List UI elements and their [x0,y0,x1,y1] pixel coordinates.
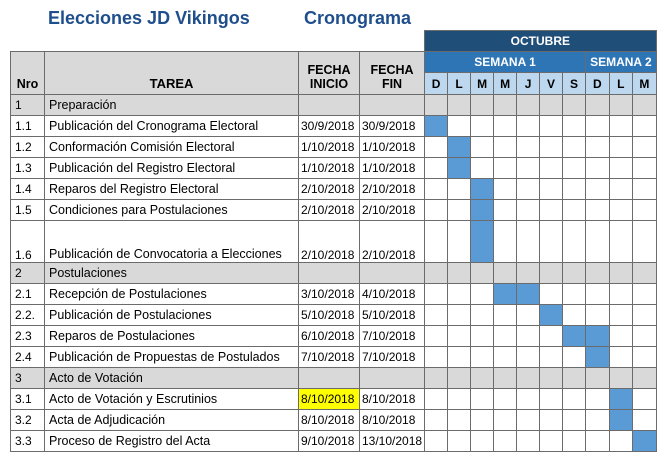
gantt-cell [540,326,563,347]
gantt-cell [563,200,586,221]
row-number: 1.2 [11,137,45,158]
gantt-cell [586,137,610,158]
row-number: 1.5 [11,200,45,221]
gantt-cell [448,410,471,431]
gantt-cell [563,137,586,158]
gantt-cell [517,200,540,221]
table-row [11,368,657,389]
row-number: 1 [11,95,45,116]
gantt-cell [563,158,586,179]
start-date: 5/10/2018 [299,305,360,326]
gantt-bar [609,389,633,410]
end-date: 30/9/2018 [360,116,425,137]
start-date: 3/10/2018 [299,284,360,305]
gantt-cell [448,95,471,116]
row-number: 2.1 [11,284,45,305]
task-name: Publicación del Cronograma Electoral [45,116,299,137]
row-number: 3 [11,368,45,389]
gantt-bar [448,158,471,179]
gantt-cell [425,326,448,347]
gantt-cell [586,410,610,431]
gantt-cell [586,200,610,221]
row-number: 2 [11,263,45,284]
gantt-cell [563,179,586,200]
gantt-cell [540,158,563,179]
gantt-cell [471,263,494,284]
table-row [11,431,657,452]
gantt-cell [494,116,517,137]
task-name: Recepción de Postulaciones [45,284,299,305]
row-number: 2.3 [11,326,45,347]
gantt-cell [609,137,633,158]
gantt-cell [425,263,448,284]
gantt-cell [540,347,563,368]
gantt-cell [471,389,494,410]
row-number: 3.3 [11,431,45,452]
gantt-cell [609,221,633,263]
gantt-bar [471,221,494,263]
gantt-cell [633,95,657,116]
task-name: Proceso de Registro del Acta [45,431,299,452]
end-date: 1/10/2018 [360,158,425,179]
gantt-cell [586,95,610,116]
gantt-cell [494,137,517,158]
task-name: Preparación [45,95,299,116]
gantt-cell [563,284,586,305]
week-2-header: SEMANA 2 [586,52,657,73]
gantt-cell [633,158,657,179]
table-row [11,200,657,221]
gantt-cell [517,158,540,179]
gantt-cell [563,221,586,263]
gantt-cell [494,431,517,452]
gantt-cell [517,137,540,158]
gantt-cell [517,305,540,326]
gantt-cell [586,389,610,410]
gantt-bar [609,410,633,431]
table-row [11,221,657,263]
table-row [11,326,657,347]
gantt-bar [471,179,494,200]
gantt-cell [609,431,633,452]
row-number: 3.2 [11,410,45,431]
day-header: M [633,73,657,95]
gantt-cell [517,263,540,284]
gantt-cell [494,263,517,284]
gantt-cell [517,326,540,347]
start-date: 2/10/2018 [299,200,360,221]
gantt-cell [609,347,633,368]
gantt-cell [609,305,633,326]
gantt-bar [633,431,657,452]
gantt-cell [563,410,586,431]
gantt-cell [494,305,517,326]
end-date: 7/10/2018 [360,347,425,368]
gantt-cell [448,431,471,452]
gantt-cell [517,431,540,452]
gantt-cell [425,347,448,368]
task-name: Publicación del Registro Electoral [45,158,299,179]
gantt-cell [494,368,517,389]
gantt-cell [609,368,633,389]
gantt-cell [448,179,471,200]
gantt-cell [494,410,517,431]
start-date: 8/10/2018 [299,389,360,410]
gantt-cell [425,368,448,389]
document-title: Elecciones JD Vikingos [48,8,250,28]
gantt-cell [586,284,610,305]
row-number: 3.1 [11,389,45,410]
gantt-cell [471,368,494,389]
gantt-cell [563,116,586,137]
table-row [11,116,657,137]
gantt-bar [471,200,494,221]
gantt-cell [425,221,448,263]
gantt-cell [633,137,657,158]
schedule-table [10,30,657,452]
start-date: 1/10/2018 [299,158,360,179]
gantt-cell [586,431,610,452]
start-date [299,368,360,389]
gantt-bar [517,284,540,305]
task-name: Publicación de Propuestas de Postulados [45,347,299,368]
row-number: 1.3 [11,158,45,179]
gantt-cell [633,179,657,200]
gantt-cell [517,368,540,389]
gantt-cell [517,389,540,410]
end-date: 4/10/2018 [360,284,425,305]
gantt-cell [471,137,494,158]
gantt-cell [586,221,610,263]
start-date [299,95,360,116]
start-date: 2/10/2018 [299,221,360,263]
day-header: J [517,73,540,95]
gantt-cell [471,347,494,368]
tarea-header: TAREA [45,52,299,95]
task-name: Reparos de Postulaciones [45,326,299,347]
day-header: V [540,73,563,95]
gantt-cell [563,305,586,326]
gantt-cell [563,347,586,368]
gantt-cell [448,347,471,368]
start-date: 30/9/2018 [299,116,360,137]
gantt-cell [448,326,471,347]
gantt-cell [425,200,448,221]
gantt-cell [517,95,540,116]
end-date: 8/10/2018 [360,410,425,431]
gantt-cell [425,389,448,410]
start-date: 6/10/2018 [299,326,360,347]
gantt-cell [471,116,494,137]
gantt-cell [540,221,563,263]
gantt-cell [609,263,633,284]
table-row [11,284,657,305]
gantt-cell [425,431,448,452]
fecha-fin-header: FECHA FIN [360,52,425,95]
gantt-cell [540,116,563,137]
day-header: D [425,73,448,95]
gantt-cell [633,116,657,137]
gantt-cell [425,158,448,179]
row-number: 2.4 [11,347,45,368]
gantt-cell [471,305,494,326]
gantt-bar [494,284,517,305]
gantt-cell [494,179,517,200]
gantt-cell [633,284,657,305]
end-date: 8/10/2018 [360,389,425,410]
gantt-cell [517,116,540,137]
gantt-bar [563,326,586,347]
month-header: OCTUBRE [425,31,657,52]
end-date: 2/10/2018 [360,200,425,221]
gantt-cell [586,305,610,326]
table-row [11,410,657,431]
gantt-cell [609,95,633,116]
gantt-cell [494,95,517,116]
end-date: 5/10/2018 [360,305,425,326]
week-1-header: SEMANA 1 [425,52,586,73]
gantt-cell [494,200,517,221]
start-date [299,263,360,284]
gantt-cell [540,263,563,284]
gantt-cell [540,389,563,410]
gantt-cell [540,200,563,221]
fecha-inicio-header: FECHA INICIO [299,52,360,95]
gantt-cell [563,95,586,116]
gantt-cell [494,389,517,410]
gantt-cell [633,221,657,263]
end-date: 7/10/2018 [360,326,425,347]
gantt-cell [448,116,471,137]
gantt-cell [609,284,633,305]
task-name: Publicación de Postulaciones [45,305,299,326]
gantt-cell [471,431,494,452]
gantt-cell [471,410,494,431]
table-row [11,179,657,200]
day-header: M [494,73,517,95]
gantt-cell [448,305,471,326]
gantt-cell [471,284,494,305]
day-header: D [586,73,610,95]
table-row [11,263,657,284]
gantt-cell [494,326,517,347]
task-name: Publicación de Convocatoria a Elecciones [45,221,299,263]
gantt-cell [633,326,657,347]
row-number: 1.1 [11,116,45,137]
task-name: Acto de Votación y Escrutinios [45,389,299,410]
table-row [11,158,657,179]
table-row [11,305,657,326]
gantt-cell [540,368,563,389]
gantt-cell [517,179,540,200]
gantt-cell [425,305,448,326]
gantt-cell [633,389,657,410]
end-date: 13/10/2018 [360,431,425,452]
gantt-cell [471,158,494,179]
gantt-cell [633,305,657,326]
gantt-cell [494,221,517,263]
gantt-cell [448,368,471,389]
gantt-cell [609,200,633,221]
gantt-cell [471,95,494,116]
nro-header: Nro [11,52,45,95]
end-date [360,368,425,389]
gantt-cell [448,284,471,305]
gantt-cell [586,368,610,389]
gantt-bar [448,137,471,158]
gantt-cell [609,158,633,179]
end-date: 2/10/2018 [360,179,425,200]
gantt-cell [471,326,494,347]
table-row [11,347,657,368]
gantt-cell [425,137,448,158]
row-number: 1.4 [11,179,45,200]
gantt-cell [633,263,657,284]
start-date: 1/10/2018 [299,137,360,158]
start-date: 8/10/2018 [299,410,360,431]
gantt-cell [609,116,633,137]
table-row [11,389,657,410]
gantt-cell [563,431,586,452]
start-date: 9/10/2018 [299,431,360,452]
gantt-cell [425,410,448,431]
task-name: Condiciones para Postulaciones [45,200,299,221]
end-date: 2/10/2018 [360,221,425,263]
start-date: 2/10/2018 [299,179,360,200]
gantt-cell [563,389,586,410]
gantt-cell [540,410,563,431]
gantt-cell [586,158,610,179]
gantt-cell [517,347,540,368]
gantt-cell [633,347,657,368]
table-row [11,95,657,116]
gantt-cell [633,368,657,389]
gantt-cell [517,410,540,431]
end-date: 1/10/2018 [360,137,425,158]
gantt-cell [517,221,540,263]
gantt-cell [586,179,610,200]
gantt-cell [494,158,517,179]
gantt-cell [586,263,610,284]
table-row [11,137,657,158]
end-date [360,263,425,284]
gantt-cell [540,95,563,116]
day-header: L [448,73,471,95]
gantt-cell [633,200,657,221]
gantt-cell [540,431,563,452]
gantt-cell [448,389,471,410]
task-name: Acto de Votación [45,368,299,389]
gantt-cell [425,284,448,305]
gantt-cell [425,179,448,200]
gantt-bar [425,116,448,137]
row-number: 1.6 [11,221,45,263]
day-header: L [609,73,633,95]
gantt-cell [494,347,517,368]
gantt-cell [540,179,563,200]
gantt-cell [563,263,586,284]
task-name: Conformación Comisión Electoral [45,137,299,158]
row-number: 2.2. [11,305,45,326]
gantt-cell [563,368,586,389]
day-header: S [563,73,586,95]
gantt-cell [448,263,471,284]
day-header: M [471,73,494,95]
task-name: Acta de Adjudicación [45,410,299,431]
end-date [360,95,425,116]
gantt-cell [609,179,633,200]
start-date: 7/10/2018 [299,347,360,368]
cronograma-title: Cronograma [304,8,412,28]
gantt-cell [586,116,610,137]
gantt-cell [540,137,563,158]
gantt-cell [633,410,657,431]
gantt-cell [609,326,633,347]
gantt-bar [586,326,610,347]
gantt-cell [540,284,563,305]
gantt-bar [586,347,610,368]
task-name: Reparos del Registro Electoral [45,179,299,200]
task-name: Postulaciones [45,263,299,284]
gantt-cell [448,200,471,221]
gantt-cell [448,221,471,263]
gantt-cell [425,95,448,116]
gantt-bar [540,305,563,326]
